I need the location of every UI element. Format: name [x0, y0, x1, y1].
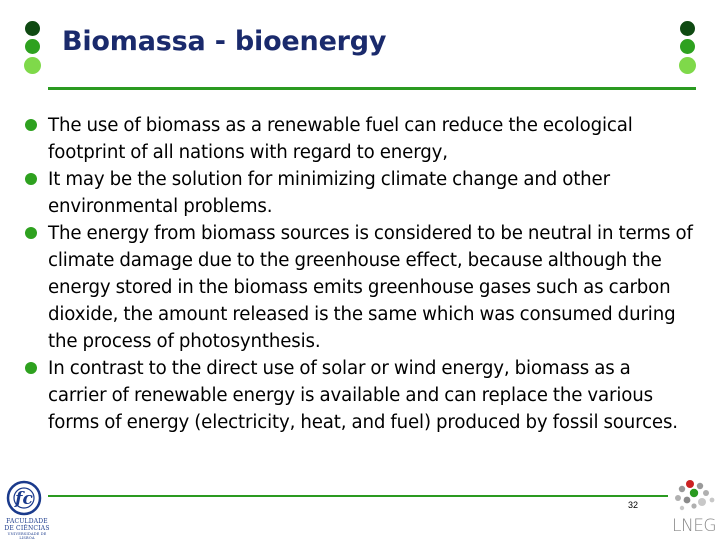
bullet-dot-icon	[25, 227, 37, 239]
bullet-item	[24, 166, 694, 220]
fc-logo-caption	[0, 519, 54, 540]
bullet-item	[24, 112, 694, 166]
fc-caption-line2: DE CIÊNCIAS	[4, 524, 50, 532]
lneg-logo-icon	[668, 478, 718, 518]
bullet-list	[24, 112, 694, 436]
fc-caption-line1: FACULDADE	[6, 518, 48, 525]
dot-dark	[680, 21, 695, 36]
fc-caption-line3: UNIVERSIDADE DE LISBOA	[7, 532, 47, 540]
page-number: 32	[628, 500, 639, 510]
title-divider	[48, 87, 696, 90]
bullet-text: In contrast to the direct use of solar or wind energy, biomass as a carrier of renewable energy is available and can replace the various forms of energy (electricity, heat, and fuel) produced by fossil sources.	[48, 358, 678, 433]
dot-mid	[25, 39, 40, 54]
bullet-text: The use of biomass as a renewable fuel can reduce the ecological footprint of all nations with regard to energy,	[48, 115, 633, 163]
slide-title: Biomassa - bioenergy	[62, 26, 387, 57]
dot-mid	[680, 39, 695, 54]
dot-dark	[25, 21, 40, 36]
lneg-logo-text: LNEG	[672, 516, 717, 536]
dot-light	[24, 57, 41, 74]
bullet-dot-icon	[25, 362, 37, 374]
footer-divider	[48, 495, 668, 497]
bullet-dot-icon	[25, 119, 37, 131]
bullet-text: It may be the solution for minimizing climate change and other environmental problems.	[48, 169, 610, 217]
bullet-item	[24, 220, 694, 355]
bullet-item	[24, 355, 694, 436]
dot-light	[679, 57, 696, 74]
svg-text:fc: fc	[15, 489, 33, 509]
bullet-dot-icon	[25, 173, 37, 185]
bullet-text: The energy from biomass sources is considered to be neutral in terms of climate damage due to the greenhouse effect, because although the energy stored in the biomass emits greenhouse gases such as carbon dioxide, the amount released is the same which was consumed during the process of photosynthesis.	[48, 223, 693, 352]
